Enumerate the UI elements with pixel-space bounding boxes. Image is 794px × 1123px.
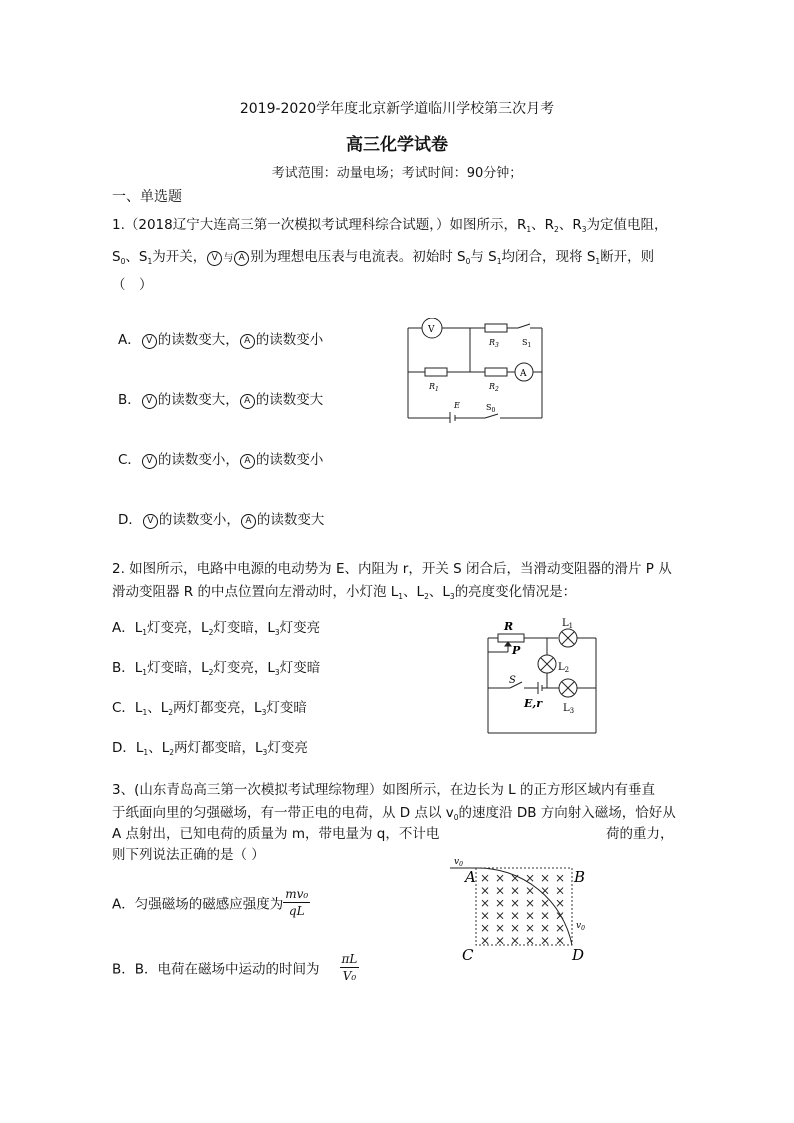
switch-s1 bbox=[518, 324, 530, 328]
field-cross-mark: × bbox=[480, 921, 491, 935]
svg-text:A: A bbox=[465, 868, 476, 886]
page-title: 高三化学试卷 bbox=[346, 135, 448, 155]
e-label: E bbox=[454, 401, 460, 410]
field-cross-mark: × bbox=[495, 883, 506, 898]
field-cross-mark: × bbox=[540, 933, 551, 948]
ammeter-icon: A bbox=[240, 394, 255, 409]
field-cross-mark: × bbox=[510, 883, 521, 898]
field-cross-mark: × bbox=[555, 896, 566, 910]
field-cross-mark: × bbox=[555, 921, 566, 935]
ammeter-icon: A bbox=[234, 251, 249, 266]
field-cross-mark: × bbox=[540, 883, 551, 898]
resistor-r2 bbox=[485, 368, 507, 376]
q3-line3-end: 荷的重力， bbox=[606, 826, 674, 842]
r2-label: $R_2$ bbox=[489, 382, 499, 393]
field-cross-mark: × bbox=[525, 871, 536, 885]
field-cross-mark: × bbox=[480, 933, 491, 948]
r1-label: $R_1$ bbox=[429, 382, 439, 393]
svg-text:L3: $L_3$ bbox=[563, 703, 575, 715]
q3-option-b[interactable]: B．B．电荷在磁场中运动的时间为 $\frac{\pi L}{\text{V₀}}$ bbox=[112, 952, 358, 983]
field-cross-mark: × bbox=[555, 871, 566, 885]
q2-option-a[interactable]: A．$L_1$灯变亮，$L_2$灯变暗，$L_3$灯变亮 bbox=[112, 620, 321, 637]
q1-option-b[interactable]: B． V 的读数变大， A 的读数变大 bbox=[118, 392, 324, 408]
v0-label-top: $v_0$ bbox=[454, 857, 463, 868]
q3-line4: 则下列说法正确的是（ ） bbox=[112, 847, 265, 863]
field-cross-mark: × bbox=[495, 871, 506, 885]
field-cross-mark: × bbox=[555, 883, 566, 898]
q2-option-c[interactable]: C．$L_1$、$L_2$两灯都变亮，$L_3$灯变暗 bbox=[112, 700, 307, 717]
q3-line2: 于纸面向里的匀强磁场，有一带正电的电荷，从 D 点以 $v_0$的速度沿 DB 方向射入磁场，恰好从 bbox=[112, 805, 676, 822]
q3-line1: 3、(山东青岛高三第一次模拟考试理综物理）如图所示，在边长为 L 的正方形区域内有垂直 bbox=[112, 782, 655, 798]
switch-s0 bbox=[485, 414, 498, 418]
r3-label: $R_3$ bbox=[489, 338, 499, 349]
field-cross-mark: × bbox=[480, 908, 491, 923]
ammeter-icon: A bbox=[241, 514, 256, 529]
field-cross-mark: × bbox=[525, 896, 536, 910]
q1-line1: 1.（2018辽宁大连高三第一次模拟考试理科综合试题，）如图所示，$R_1$、$R_2$、$R_3$为定值电阻， bbox=[112, 217, 668, 234]
field-cross-mark: × bbox=[525, 883, 536, 898]
svg-text:L2: $L_2$ bbox=[558, 662, 570, 674]
q1-option-a[interactable]: A． V 的读数变大， A 的读数变小 bbox=[118, 332, 324, 348]
field-cross-mark: × bbox=[540, 908, 551, 923]
q2-line1: 2. 如图所示，电路中电源的电动势为 E、内阻为 r，开关 S 闭合后，当滑动变阻器的滑片 P 从 bbox=[112, 561, 672, 577]
resistor-r3 bbox=[485, 324, 507, 332]
voltmeter-icon: V bbox=[142, 334, 157, 349]
q2-option-b[interactable]: B．$L_1$灯变暗，$L_2$灯变亮，$L_3$灯变暗 bbox=[112, 660, 321, 677]
field-cross-mark: × bbox=[555, 933, 566, 948]
voltmeter-icon: V bbox=[142, 394, 157, 409]
ammeter-icon: A bbox=[240, 334, 255, 349]
field-cross-mark: × bbox=[510, 908, 521, 923]
exam-info: 考试范围：动量电场；考试时间：90分钟； bbox=[271, 166, 523, 181]
q1-circuit-diagram bbox=[400, 318, 550, 423]
resistor-r1 bbox=[425, 368, 447, 376]
field-cross-mark: × bbox=[510, 933, 521, 948]
field-cross-mark: × bbox=[510, 871, 521, 885]
svg-text:V: V bbox=[428, 325, 435, 335]
field-cross-mark: × bbox=[480, 871, 491, 885]
svg-text:L1: $L_1$ bbox=[562, 618, 574, 630]
svg-text:C: C bbox=[462, 946, 474, 964]
fraction-mv0-qL: $\frac{\text{mv₀}}{qL}$ bbox=[285, 887, 309, 918]
voltmeter-icon: V bbox=[142, 454, 157, 469]
field-cross-mark: × bbox=[555, 908, 566, 923]
ammeter-icon: A bbox=[240, 454, 255, 469]
field-cross-mark: × bbox=[495, 908, 506, 923]
q1-answer-paren: （ ） bbox=[112, 277, 153, 293]
field-cross-mark: × bbox=[495, 933, 506, 948]
field-cross-mark: × bbox=[540, 896, 551, 910]
svg-text:B: B bbox=[574, 868, 586, 886]
q2-line2: 滑动变阻器 R 的中点位置向左滑动时，小灯泡 $L_1$、$L_2$、$L_3$的亮度变化情况是： bbox=[112, 584, 577, 601]
voltmeter-icon: V bbox=[143, 514, 158, 529]
section-heading: 一、单选题 bbox=[112, 189, 182, 205]
field-cross-mark: × bbox=[540, 921, 551, 935]
field-cross-mark: × bbox=[495, 921, 506, 935]
field-cross-mark: × bbox=[480, 896, 491, 910]
rheostat-r bbox=[498, 634, 524, 642]
q2-option-d[interactable]: D．$L_1$、$L_2$两灯都变暗，$L_3$灯变亮 bbox=[112, 740, 308, 757]
s0-label: $S_0$ bbox=[486, 403, 496, 414]
field-cross-mark: × bbox=[480, 883, 491, 898]
field-cross-mark: × bbox=[510, 921, 521, 935]
field-cross-mark: × bbox=[510, 896, 521, 910]
svg-text:S: S bbox=[509, 675, 516, 686]
q3-line3: A 点射出，已知电荷的质量为 m，带电量为 q，不计电 bbox=[112, 826, 440, 842]
q1-option-d[interactable]: D． V 的读数变小， A 的读数变大 bbox=[118, 512, 325, 528]
q1-line2: $S_0$、$S_1$为开关， V 与 A 别为理想电压表与电流表。初始时 $S_0$与 $S_1$均闭合，现将 $S_1$断开，则 bbox=[112, 249, 655, 266]
svg-text:P: P bbox=[512, 644, 521, 657]
svg-text:A: A bbox=[520, 369, 527, 379]
v0-label-right: $v_0$ bbox=[576, 921, 585, 932]
q3-magnetic-field-diagram bbox=[448, 852, 598, 964]
s1-label: $S_1$ bbox=[522, 338, 532, 349]
field-cross-mark: × bbox=[495, 896, 506, 910]
field-cross-mark: × bbox=[525, 908, 536, 923]
svg-text:R: R bbox=[504, 620, 514, 633]
q2-circuit-diagram bbox=[480, 618, 602, 738]
svg-text:E,r: E,r bbox=[524, 697, 543, 710]
field-cross-mark: × bbox=[540, 871, 551, 885]
field-cross-mark: × bbox=[525, 921, 536, 935]
svg-text:D: D bbox=[572, 946, 585, 964]
voltmeter-icon: V bbox=[207, 251, 222, 266]
field-cross-mark: × bbox=[525, 933, 536, 948]
fraction-piL-v0: $\frac{\pi L}{\text{V₀}}$ bbox=[341, 952, 358, 983]
q3-option-a[interactable]: A．匀强磁场的磁感应强度为 $\frac{\text{mv₀}}{qL}$ bbox=[112, 887, 309, 918]
q1-option-c[interactable]: C． V 的读数变小， A 的读数变小 bbox=[118, 452, 324, 468]
exam-header: 2019-2020学年度北京新学道临川学校第三次月考 bbox=[239, 101, 555, 117]
